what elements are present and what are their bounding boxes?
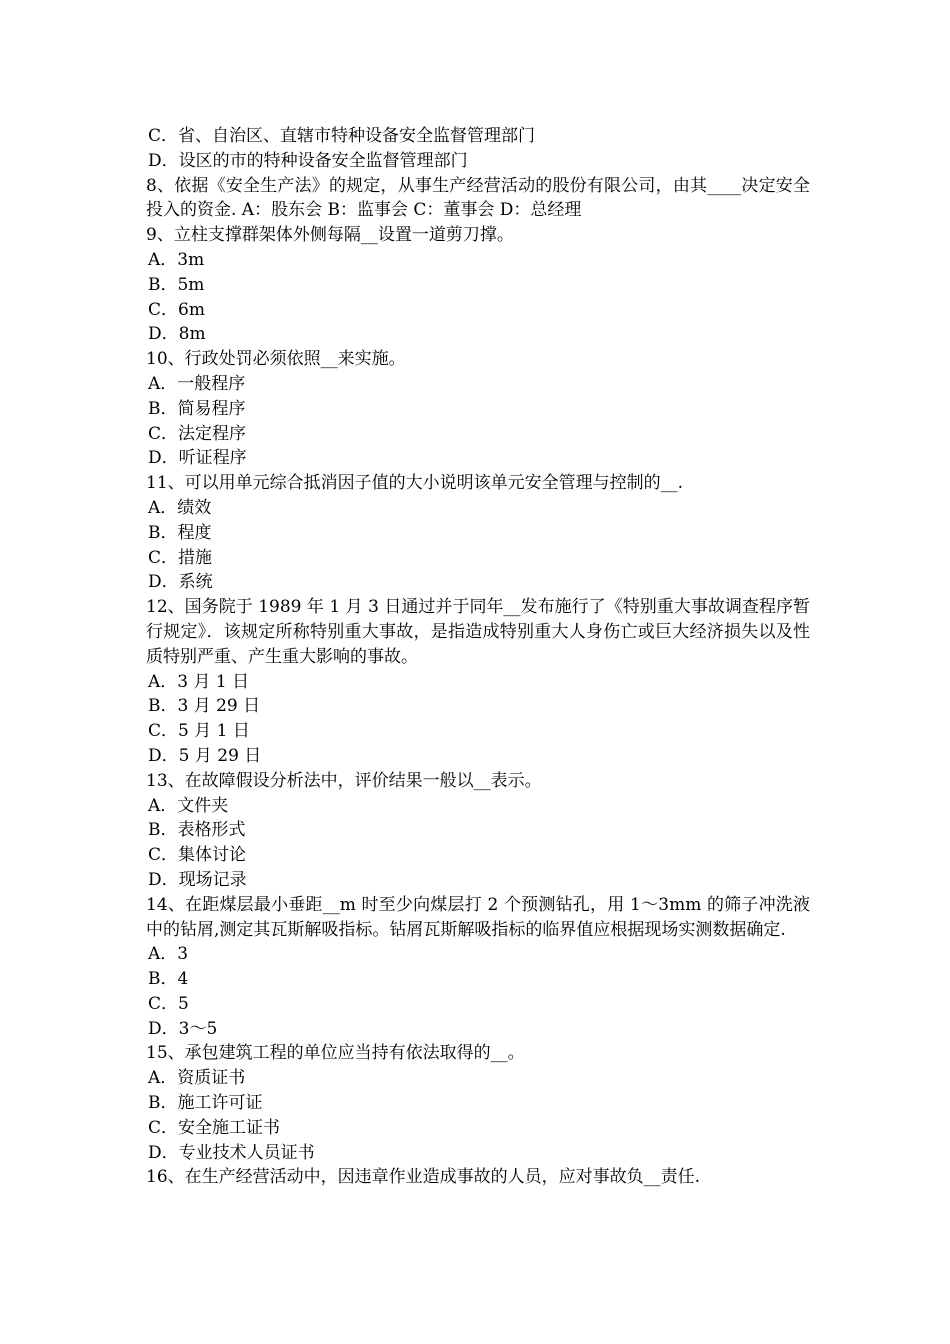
option-b: B．程度 [148, 522, 212, 543]
question-11: 11、可以用单元综合抵消因子值的大小说明该单元安全管理与控制的__. [146, 473, 684, 494]
question-10: 10、行政处罚必须依照__来实施。 [146, 349, 406, 370]
option-b: B．4 [148, 969, 189, 990]
option-d: D．设区的市的特种设备安全监督管理部门 [148, 150, 468, 171]
option-a: A．绩效 [148, 497, 212, 518]
option-a: A．3m [148, 249, 205, 270]
question-13: 13、在故障假设分析法中，评价结果一般以__表示。 [146, 770, 542, 791]
question-12: 12、国务院于 1989 年 1 月 3 日通过并于同年__发布施行了《特别重大事故调查程序暂行规定》．该规定所称特别重大事故，是指造成特别重大人身伤亡或巨大经济损失以及性质特别严重、产生重大影响的事故。 [146, 597, 810, 667]
option-d: D．5 月 29 日 [148, 745, 262, 766]
option-b: B．简易程序 [148, 398, 246, 419]
option-a: A．3 [148, 944, 189, 965]
option-c: C．集体讨论 [148, 845, 247, 866]
question-9: 9、立柱支撑群架体外侧每隔__设置一道剪刀撑。 [146, 225, 514, 246]
option-d: D．听证程序 [148, 448, 247, 469]
option-c: C．法定程序 [148, 423, 247, 444]
question-14: 14、在距煤层最小垂距__m 时至少向煤层打 2 个预测钻孔，用 1～3mm 的筛子冲洗液中的钻屑,测定其瓦斯解吸指标。钻屑瓦斯解吸指标的临界值应根据现场实测数据确定. [146, 894, 810, 940]
question-8: 8、依据《安全生产法》的规定，从事生产经营活动的股份有限公司，由其____决定安全投入的资金. A：股东会 B：监事会 C：董事会 D：总经理 [146, 175, 810, 221]
question-16: 16、在生产经营活动中，因违章作业造成事故的人员，应对事故负__责任. [146, 1167, 701, 1188]
option-d: D．系统 [148, 572, 213, 593]
option-c: C．5 月 1 日 [148, 721, 250, 742]
option-d: D．3～5 [148, 1018, 218, 1039]
option-c: C．6m [148, 299, 205, 320]
option-b: B．5m [148, 274, 205, 295]
question-15: 15、承包建筑工程的单位应当持有依法取得的__。 [146, 1043, 525, 1064]
option-c: C．措施 [148, 547, 213, 568]
option-b: B．表格形式 [148, 820, 246, 841]
option-d: D．专业技术人员证书 [148, 1142, 315, 1163]
option-a: A．3 月 1 日 [148, 671, 250, 692]
option-c: C．省、自治区、直辖市特种设备安全监督管理部门 [148, 126, 536, 146]
option-a: A．文件夹 [148, 795, 229, 816]
option-d: D．8m [148, 324, 206, 345]
option-b: B．施工许可证 [148, 1093, 263, 1114]
document-page [146, 124, 810, 1190]
option-c: C．安全施工证书 [148, 1117, 281, 1138]
option-a: A．资质证书 [148, 1068, 246, 1089]
option-c: C．5 [148, 993, 189, 1014]
option-b: B．3 月 29 日 [148, 696, 261, 717]
option-d: D．现场记录 [148, 869, 247, 890]
option-a: A．一般程序 [148, 373, 246, 394]
